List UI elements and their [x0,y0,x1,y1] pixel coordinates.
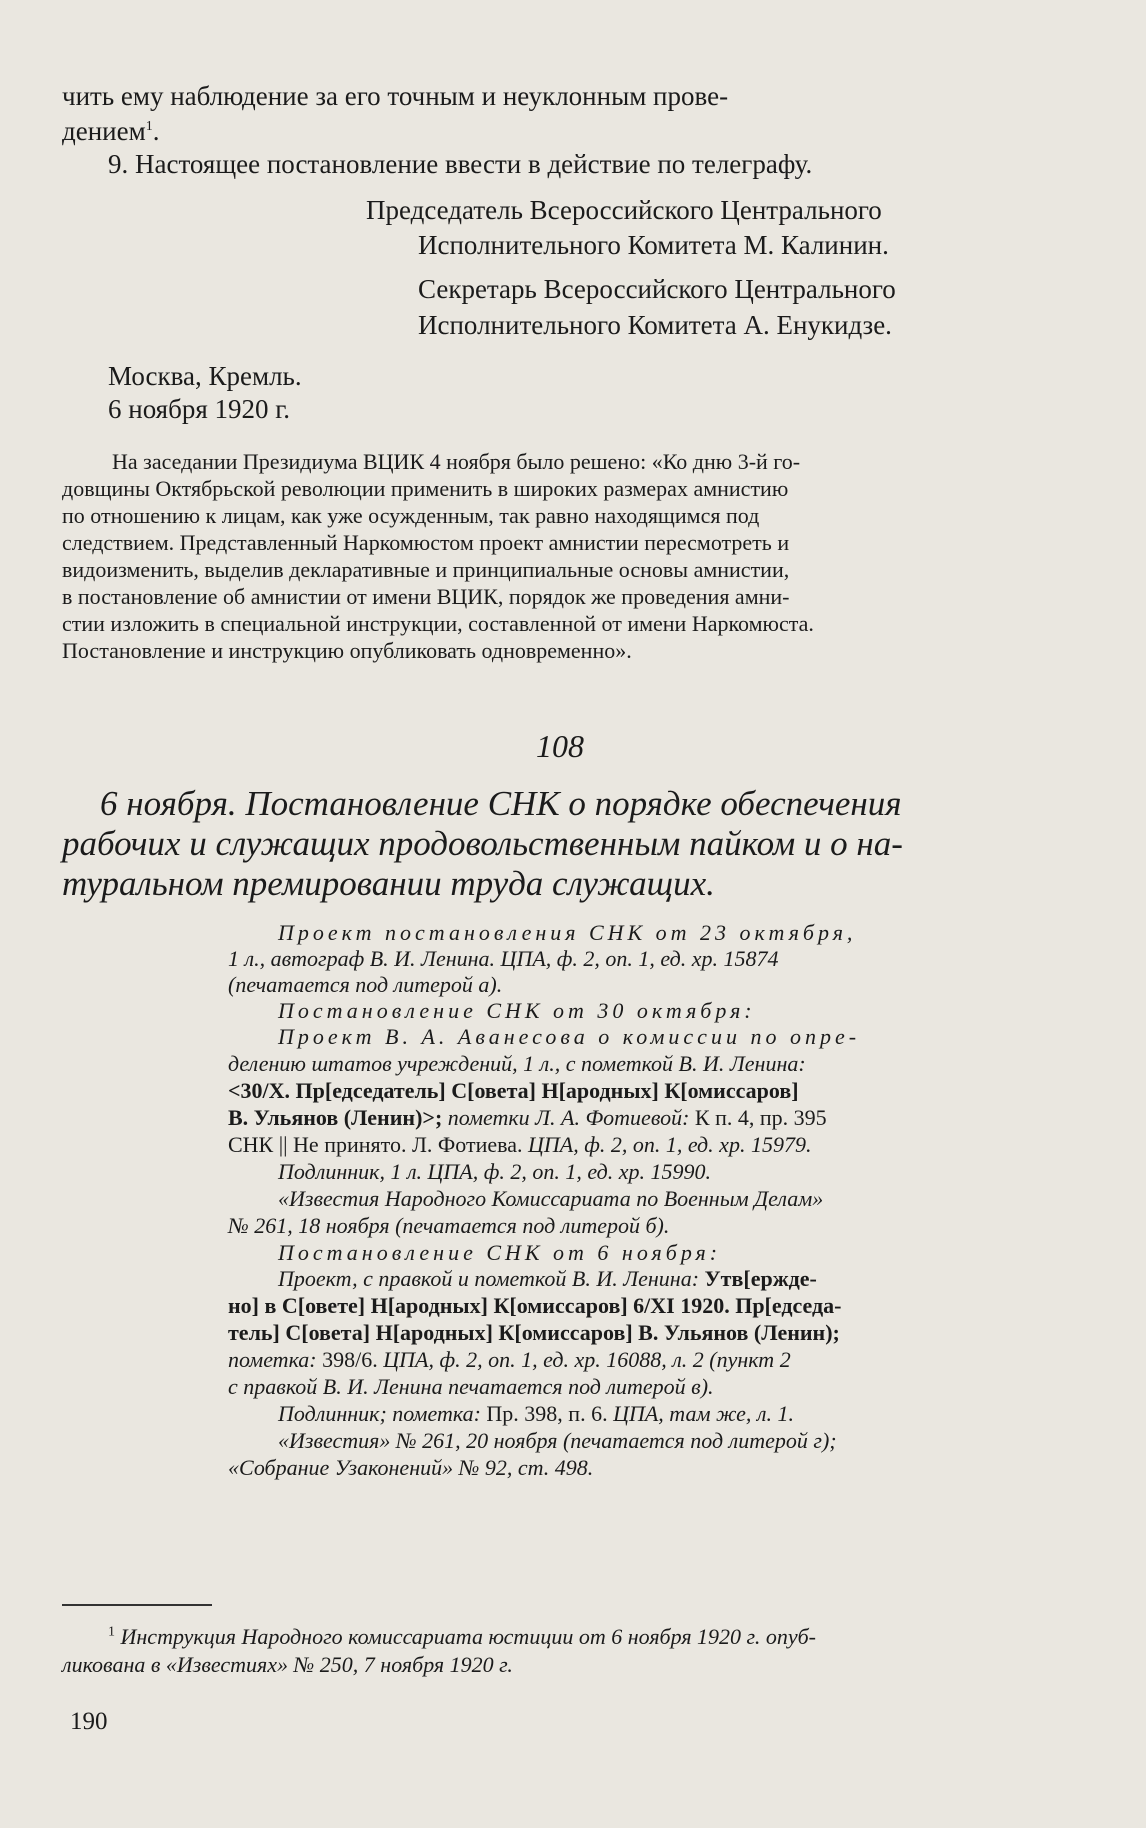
source-fragment: К п. 4, пр. 395 [689,1105,827,1130]
source-line: (печатается под литерой а). [228,972,503,997]
source-line: с правкой В. И. Ленина печатается под литерой в). [228,1374,714,1399]
date: 6 ноября 1920 г. [108,394,291,424]
text-fragment: дением [62,116,146,146]
note-line: по отношению к лицам, как уже осужденным, так равно находящимся под [62,503,760,528]
source-fragment: 398/6. [316,1347,378,1372]
text-line: дением$^1$. [62,116,160,146]
source-line [228,1347,791,1373]
source-line: 1 л., автограф В. И. Ленина. ЦПА, ф. 2, оп. 1, ед. хр. 15874 [228,946,779,971]
footnote-line [108,1624,816,1650]
source-emphasis: Проект В. А. Аванесова о комиссии по опре- [278,1024,861,1049]
title-line: туральном премировании труда служащих. [62,864,715,903]
footnote-line: ликована в «Известиях» № 250, 7 ноября 1920 г. [62,1652,513,1677]
source-fragment: ЦПА, ф. 2, оп. 1, ед. хр. 16088, л. 2 (пункт 2 [377,1347,791,1372]
source-line: Подлинник, 1 л. ЦПА, ф. 2, оп. 1, ед. хр. 15990. [278,1159,711,1184]
note-line: в постановление об амнистии от имени ВЦИК, порядок же проведения амни- [62,584,790,609]
source-line [278,1266,817,1292]
signature-chair-line: Председатель Всероссийского Центрального [366,195,882,225]
page-number: 190 [70,1708,108,1735]
note-line: стии изложить в специальной инструкции, составленной от имени Наркомюста. [62,611,814,636]
source-fragment: Утв[ержде- [699,1266,817,1291]
source-fragment: В. Ульянов (Ленин)>; [228,1105,443,1130]
source-line [278,1401,794,1427]
source-fragment: Проект, с правкой и пометкой В. И. Ленина: [278,1266,700,1291]
source-line: «Собрание Узаконений» № 92, ст. 498. [228,1455,594,1480]
source-line: «Известия Народного Комиссариата по Военным Делам» [278,1186,824,1211]
source-fragment: СНК || Не принято. Л. Фотиева. [228,1132,523,1157]
text-line: 9. Настоящее постановление ввести в действие по телеграфу. [108,149,813,179]
place: Москва, Кремль. [108,361,302,391]
source-heading: Постановление СНК от 30 октября: [278,998,756,1023]
source-line [228,1105,827,1131]
note-line: довщины Октябрьской революции применить в широких размерах амнистию [62,476,789,501]
source-fragment: ЦПА, ф. 2, оп. 1, ед. хр. 15979. [522,1132,812,1157]
source-fragment: пометка: [228,1347,317,1372]
signature-chair-line: Исполнительного Комитета М. Калинин. [418,230,889,260]
source-line: но] в С[овете] Н[ародных] К[омиссаров] 6/XI 1920. Пр[едседа- [228,1293,842,1318]
title-line: 6 ноября. Постановление СНК о порядке обеспечения [100,784,902,823]
footnote-marker: 1 [108,1624,115,1640]
source-line [278,1024,860,1050]
source-fragment: Пр. 398, п. 6. [480,1401,608,1426]
footnote-ref: 1 [145,119,153,134]
document-number: 108 [536,728,584,764]
footnote-divider [62,1604,212,1606]
source-line: делению штатов учреждений, 1 л., с пометкой В. И. Ленина: [228,1051,806,1076]
note-line: видоизменить, выделив декларативные и принципиальные основы амнистии, [62,557,790,582]
text-line: чить ему наблюдение за его точным и неуклонным прове- [62,81,729,111]
source-line: № 261, 18 ноября (печатается под литерой б). [228,1213,670,1238]
source-line: тель] С[овета] Н[ародных] К[омиссаров] В. Ульянов (Ленин); [228,1320,840,1345]
source-line [228,1132,811,1158]
note-line: следствием. Представленный Наркомюстом проект амнистии пересмотреть и [62,530,790,555]
note-line: На заседании Президиума ВЦИК 4 ноября было решено: «Ко дню 3-й го- [112,449,801,474]
signature-secretary-line: Исполнительного Комитета А. Енукидзе. [418,310,892,340]
source-fragment: ЦПА, там же, л. 1. [607,1401,795,1426]
source-line: <30/X. Пр[едседатель] С[овета] Н[ародных] К[омиссаров] [228,1078,799,1103]
signature-secretary-line: Секретарь Всероссийского Центрального [418,274,896,304]
source-fragment: пометки Л. А. Фотиевой: [442,1105,690,1130]
source-heading: Постановление СНК от 6 ноября: [278,1240,722,1265]
title-line: рабочих и служащих продовольственным пайком и о на- [62,824,903,863]
footnote-text: Инструкция Народного комиссариата юстиции от 6 ноября 1920 г. опуб- [115,1624,817,1649]
source-line: «Известия» № 261, 20 ноября (печатается под литерой г); [278,1428,837,1453]
source-heading: Проект постановления СНК от 23 октября, [278,920,857,945]
source-fragment: Подлинник; пометка: [278,1401,481,1426]
note-line: Постановление и инструкцию опубликовать одновременно». [62,638,632,663]
